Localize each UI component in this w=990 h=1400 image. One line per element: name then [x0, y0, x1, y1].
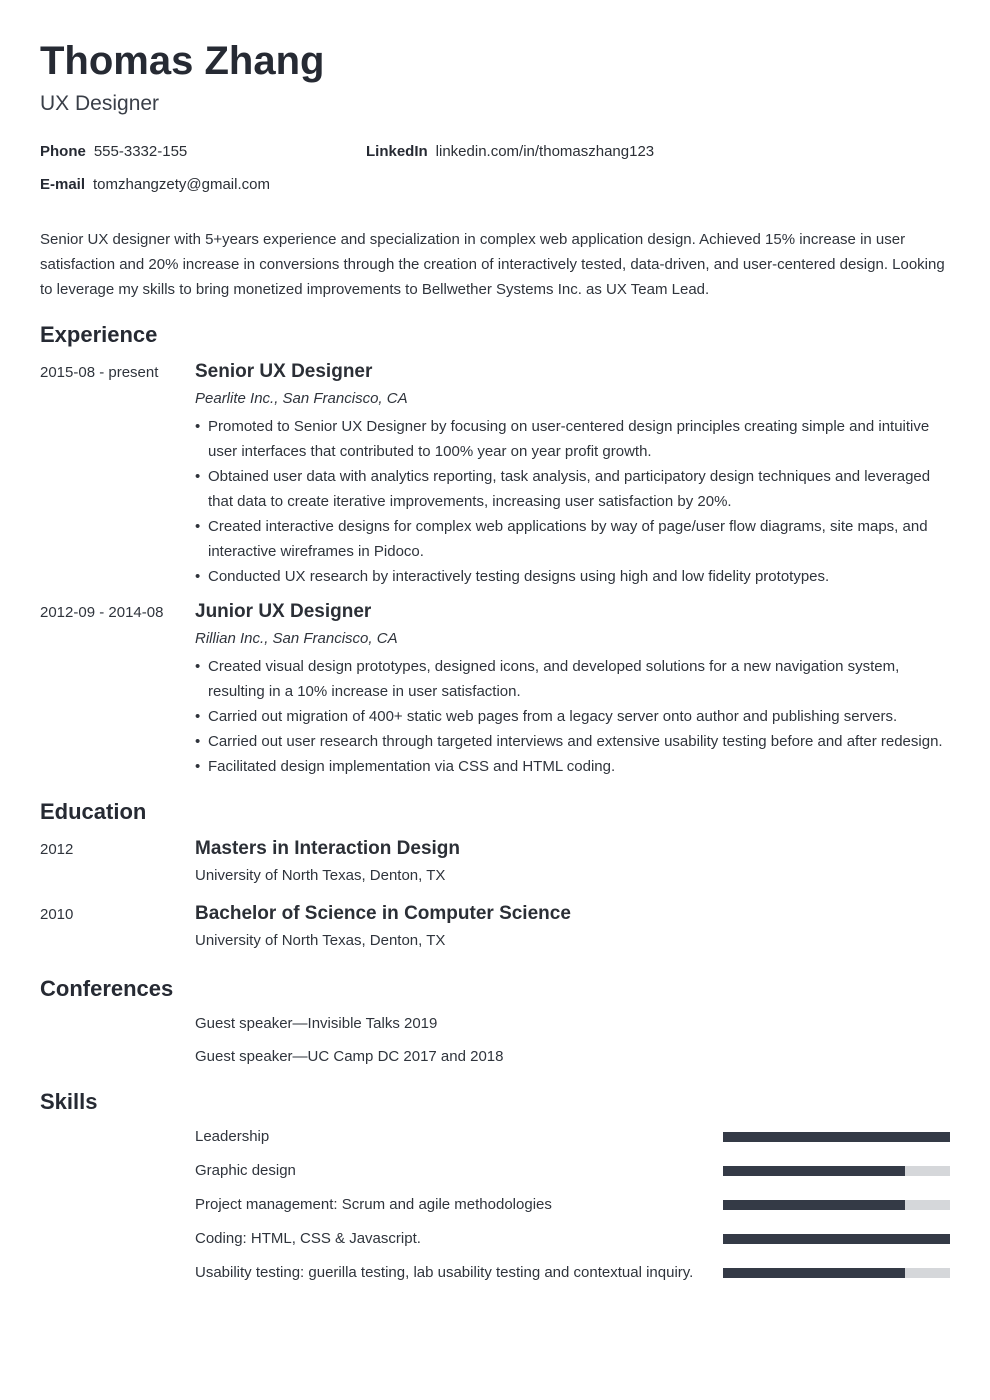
skill-level-bar — [723, 1200, 950, 1210]
skill-name: Usability testing: guerilla testing, lab usability testing and contextual inquiry. — [195, 1264, 694, 1281]
bullet-item: • Promoted to Senior UX Designer by focusing on user-centered design principles creating simple and intuitive user interfaces that contributed to 100% year on year profit growth. — [195, 414, 950, 464]
email-label: E-mail — [40, 176, 86, 193]
bullet-item: • Obtained user data with analytics reporting, task analysis, and participatory design techniques and leveraged that data to create iterative improvements, increasing user satisfaction by 20%. — [195, 464, 950, 514]
job-title: Senior UX Designer — [195, 361, 373, 382]
skill-name: Coding: HTML, CSS & Javascript. — [195, 1230, 421, 1247]
skill-level-fill — [723, 1166, 905, 1176]
skill-level-bar — [723, 1166, 950, 1176]
contact-phone — [40, 142, 187, 162]
skills-heading: Skills — [40, 1089, 98, 1114]
job-bullets — [195, 414, 950, 589]
degree-title: Masters in Interaction Design — [195, 838, 461, 859]
bullet-item: • Carried out migration of 400+ static web pages from a legacy server onto author and publishing servers. — [195, 704, 950, 729]
contact-linkedin — [366, 142, 654, 162]
skill-name: Graphic design — [195, 1162, 296, 1179]
conference-item: Guest speaker—Invisible Talks 2019 — [195, 1015, 438, 1032]
skill-name: Leadership — [195, 1128, 270, 1145]
linkedin-label: LinkedIn — [366, 143, 428, 160]
skill-level-bar — [723, 1268, 950, 1278]
conference-item: Guest speaker—UC Camp DC 2017 and 2018 — [195, 1048, 504, 1065]
skill-level-bar — [723, 1234, 950, 1244]
education-item — [195, 902, 950, 951]
degree-title: Bachelor of Science in Computer Science — [195, 903, 571, 924]
bullet-item: • Facilitated design implementation via CSS and HTML coding. — [195, 754, 950, 779]
experience-item — [195, 360, 950, 589]
conferences-heading: Conferences — [40, 976, 174, 1001]
bullet-item: • Carried out user research through targeted interviews and extensive usability testing before and after redesign. — [195, 729, 950, 754]
skill-level-fill — [723, 1268, 905, 1278]
job-company: Rillian Inc., San Francisco, CA — [195, 630, 398, 647]
skill-level-fill — [723, 1234, 950, 1244]
phone-value: 555-3332-155 — [93, 143, 188, 160]
bullet-item: • Created visual design prototypes, designed icons, and developed solutions for a new navigation system, resulting in a 10% increase in user satisfaction. — [195, 654, 950, 704]
job-bullets — [195, 654, 950, 779]
bullet-item: • Conducted UX research by interactively testing designs using high and low fidelity prototypes. — [195, 564, 950, 589]
education-date: 2012 — [40, 841, 74, 858]
skill-name: Project management: Scrum and agile methodologies — [195, 1196, 552, 1213]
experience-item — [195, 600, 950, 779]
experience-date: 2015-08 - present — [40, 364, 159, 381]
candidate-name: Thomas Zhang — [40, 39, 325, 83]
bullet-item: • Created interactive designs for complex web applications by way of page/user flow diagrams, site maps, and interactive wireframes in Pidoco. — [195, 514, 950, 564]
experience-heading: Experience — [40, 322, 158, 347]
skill-level-fill — [723, 1200, 905, 1210]
candidate-title: UX Designer — [40, 92, 160, 115]
phone-label: Phone — [40, 143, 86, 160]
school-name: University of North Texas, Denton, TX — [195, 867, 446, 884]
email-value[interactable]: tomzhangzety@gmail.com — [93, 176, 270, 193]
skill-level-bar — [723, 1132, 950, 1142]
job-title: Junior UX Designer — [195, 601, 372, 622]
education-date: 2010 — [40, 906, 74, 923]
education-item — [195, 837, 950, 886]
school-name: University of North Texas, Denton, TX — [195, 932, 446, 949]
linkedin-value[interactable]: linkedin.com/in/thomaszhang123 — [435, 143, 655, 160]
profile-summary: Senior UX designer with 5+years experience and specialization in complex web application design. Achieved 15% increase in user satisfaction and 20% increase in conversions through the creation of interactively tested, data-driven, and user-centered design. Looking to leverage my skills to bring monetized improvements to Bellwether Systems Inc. as UX Team Lead. — [40, 231, 945, 298]
job-company: Pearlite Inc., San Francisco, CA — [195, 390, 408, 407]
experience-date: 2012-09 - 2014-08 — [40, 604, 164, 621]
skill-level-fill — [723, 1132, 950, 1142]
education-heading: Education — [40, 799, 147, 824]
contact-email — [40, 175, 270, 195]
